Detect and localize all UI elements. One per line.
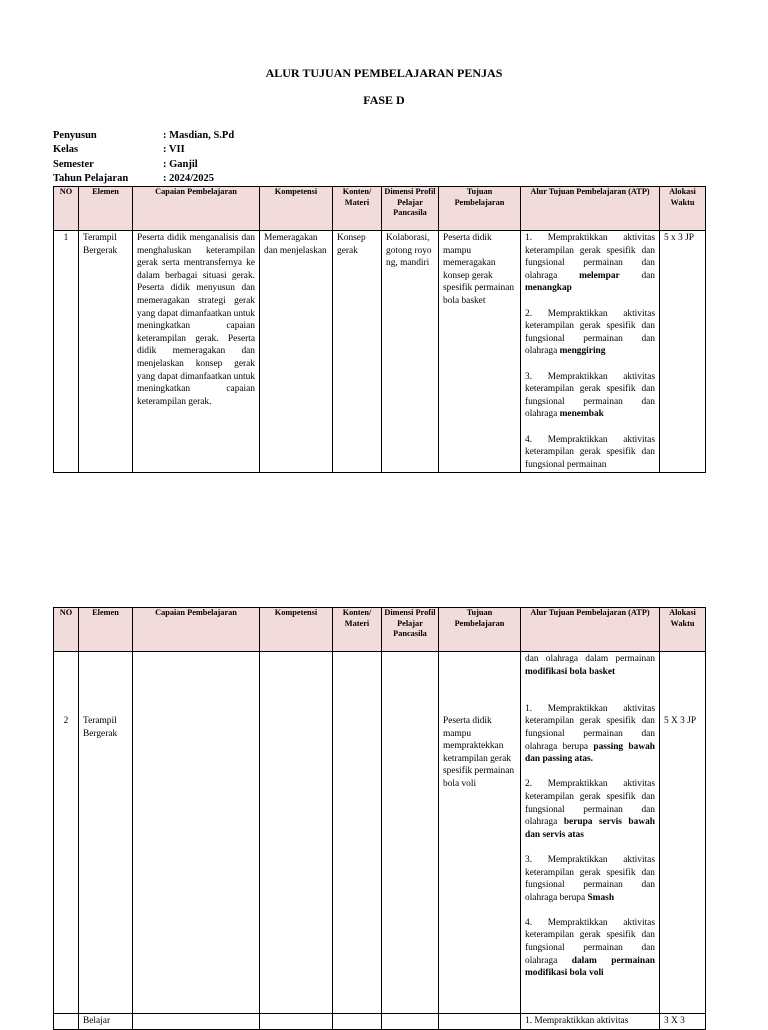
header-capaian: Capaian Pembelajaran (133, 187, 260, 231)
row-number: 2 (63, 716, 69, 726)
header-atp: Alur Tujuan Pembelajaran (ATP) (521, 608, 660, 652)
cell-kompetensi: Memeragakan dan menjelaskan (260, 231, 333, 473)
cell-capaian: Peserta didik menganalisis dan menghaluskan keterampilan gerak serta mentransfernya ke dalam berbagai situasi gerak. Peserta didik menyusun dan memeragakan strategi gerak yang dapat dimanfaatkan untuk meningkatkan capaian keterampilan gerak. Peserta didik memeragakan dan menjelaskan konsep gerak yang dapat dimanfaatkan untuk meningkatkan capaian keterampilan gerak. (133, 231, 260, 473)
header-konten: Konten/ Materi (333, 608, 382, 652)
cell-tujuan (439, 652, 521, 1014)
tujuan-text: Peserta didik mampu mempraktekkan ketrampilan gerak spesifik permainan bola voli (443, 716, 515, 789)
cell-konten: Konsep gerak (333, 231, 382, 473)
header-elemen: Elemen (79, 187, 133, 231)
cell-konten (333, 1014, 382, 1030)
atp-item: 2. Mempraktikkan aktivitas keterampilan gerak spesifik dan fungsional permainan dan olahraga menggiring (525, 308, 655, 357)
atp-item-continued: dan olahraga dalam permainan modifikasi bola basket (525, 654, 655, 677)
atp-item: 3. Mempraktikkan aktivitas keterampilan gerak spesifik dan fungsional permainan dan olahraga menembak (525, 371, 655, 420)
cell-dimensi (382, 1014, 439, 1030)
cell-kompetensi (260, 652, 333, 1014)
atp-table-page-2 (53, 607, 706, 1030)
header-kompetensi: Kompetensi (260, 608, 333, 652)
cell-alokasi (660, 652, 706, 1014)
table-row (54, 652, 706, 1014)
header-no: NO (54, 608, 79, 652)
atp-item: 3. Mempraktikkan aktivitas keterampilan gerak spesifik dan fungsional permainan dan olahraga berupa Smash (525, 854, 655, 903)
header-atp: Alur Tujuan Pembelajaran (ATP) (521, 187, 660, 231)
cell-no (54, 1014, 79, 1030)
atp-item: 1. Mempraktikkan aktivitas keterampilan gerak spesifik dan fungsional permainan dan olahraga berupa passing bawah dan passing atas. (525, 703, 655, 765)
meta-label: Tahun Pelajaran (53, 172, 129, 184)
cell-no: 1 (54, 231, 79, 473)
atp-item: 4. Mempraktikkan aktivitas keterampilan gerak spesifik dan fungsional permainan dan olahraga dalam permainan modifikasi bola voli (525, 917, 655, 979)
cell-atp (521, 231, 660, 473)
table-header-row (54, 187, 706, 231)
document-meta (53, 129, 234, 186)
cell-elemen: Belajar (79, 1014, 133, 1030)
cell-capaian (133, 652, 260, 1014)
atp-item: 2. Mempraktikkan aktivitas keterampilan gerak spesifik dan fungsional permainan dan olahraga berupa servis bawah dan servis atas (525, 779, 656, 840)
cell-konten (333, 652, 382, 1014)
cell-elemen (79, 652, 133, 1014)
meta-label: Kelas (53, 144, 79, 156)
cell-atp (521, 652, 660, 1014)
header-elemen: Elemen (79, 608, 133, 652)
meta-value: : Ganjil (163, 158, 198, 170)
cell-no (54, 652, 79, 1014)
elemen-text: Terampil Bergerak (83, 716, 118, 739)
header-konten: Konten/ Materi (333, 187, 382, 231)
header-tujuan: Tujuan Pembelajaran (439, 187, 521, 231)
header-capaian: Capaian Pembelajaran (133, 608, 260, 652)
meta-row-tahun (53, 172, 234, 186)
header-tujuan: Tujuan Pembelajaran (439, 608, 521, 652)
cell-alokasi: 5 x 3 JP (660, 231, 706, 473)
meta-row-semester (53, 158, 234, 172)
cell-tujuan: Peserta didik mampu memeragakan konsep gerak spesifik permainan bola basket (439, 231, 521, 473)
cell-tujuan (439, 1014, 521, 1030)
document-subtitle: FASE D (363, 93, 405, 107)
table-header-row (54, 608, 706, 652)
meta-label: Semester (53, 158, 94, 170)
alokasi-text: 5 X 3 JP (664, 716, 697, 726)
atp-item: 4. Mempraktikkan aktivitas keterampilan gerak spesifik dan fungsional permainan (525, 434, 655, 470)
document-title: ALUR TUJUAN PEMBELAJARAN PENJAS (265, 66, 503, 80)
cell-elemen: Terampil Bergerak (79, 231, 133, 473)
meta-value: : 2024/2025 (163, 172, 215, 184)
header-kompetensi: Kompetensi (260, 187, 333, 231)
meta-label: Penyusun (53, 130, 97, 141)
header-alokasi: Alokasi Waktu (660, 608, 706, 652)
table-row (54, 1014, 706, 1030)
header-dimensi: Dimensi Profil Pelajar Pancasila (382, 187, 439, 231)
meta-value: : VII (163, 144, 185, 156)
header-no: NO (54, 187, 79, 231)
atp-item: 1. Mempraktikkan aktivitas keterampilan gerak spesifik dan fungsional permainan dan olahraga melempar dan menangkap (525, 233, 655, 294)
meta-row-penyusun (53, 129, 234, 143)
meta-value: : Masdian, S.Pd (163, 130, 235, 141)
meta-row-kelas (53, 143, 234, 157)
header-dimensi: Dimensi Profil Pelajar Pancasila (382, 608, 439, 652)
atp-table-page-1 (53, 186, 706, 473)
table-row (54, 231, 706, 473)
cell-dimensi: Kolaborasi, gotong royong, mandiri (382, 231, 439, 473)
cell-atp: 1. Mempraktikkan aktivitas (521, 1014, 660, 1030)
cell-kompetensi (260, 1014, 333, 1030)
cell-alokasi: 3 X 3 (660, 1014, 706, 1030)
header-alokasi: Alokasi Waktu (660, 187, 706, 231)
cell-dimensi (382, 652, 439, 1014)
cell-capaian (133, 1014, 260, 1030)
